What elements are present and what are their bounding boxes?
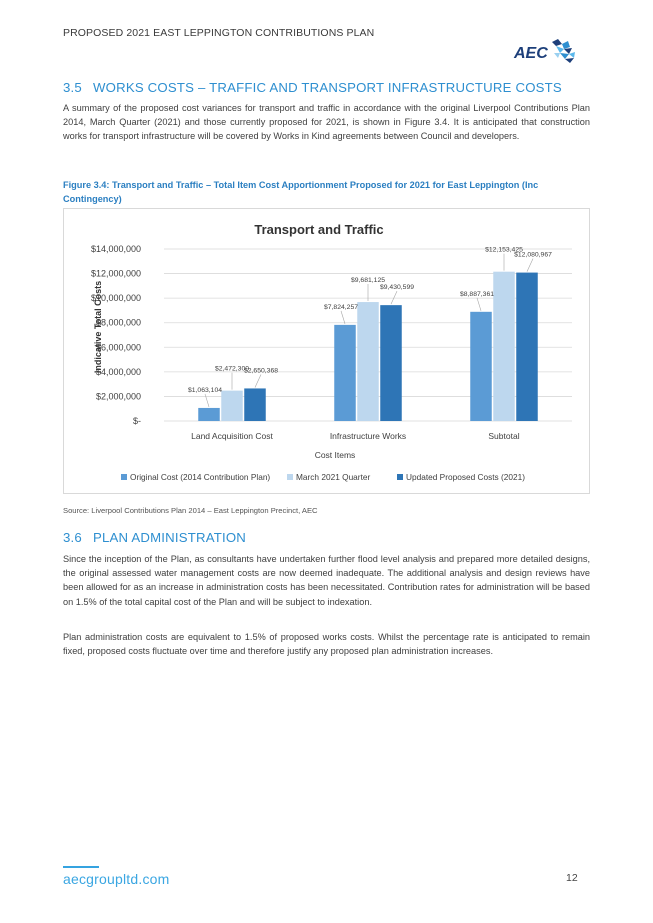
chart-container [63, 208, 590, 494]
bar [516, 273, 538, 421]
x-tick-label: Infrastructure Works [329, 431, 407, 441]
running-header-title: PROPOSED 2021 EAST LEPPINGTON CONTRIBUTIONS PLAN [63, 27, 375, 39]
data-label-leader [391, 291, 397, 304]
data-label-leader [477, 298, 481, 311]
section-3-5-heading [63, 80, 562, 95]
y-tick-label: $14,000,000 [90, 244, 141, 254]
footer-website-link[interactable]: aecgroupltd.com [63, 871, 170, 887]
section-3-6-number: 3.6 [63, 530, 82, 545]
data-label: $2,472,300 [214, 365, 250, 373]
data-label-leader [205, 394, 209, 407]
y-tick-label: $8,000,000 [95, 317, 141, 328]
bar [221, 391, 243, 421]
bar [244, 388, 266, 421]
bar [470, 312, 492, 421]
section-3-6-paragraph-1: Since the inception of the Plan, as consultants have undertaken further flood level analysis and prepared more detailed designs, the original assessed water management costs are now deemed inadequate. The additional analysis and design reviews have been allowed for as an increase in administration costs has been necessitated. Contribution rates for administration will be based on 1.5% of the total capital cost of the Plan and will be subject to indexation. [63, 554, 590, 607]
bar-chart [64, 209, 589, 493]
data-label: $1,063,104 [187, 386, 223, 394]
figure-source: Source: Liverpool Contributions Plan 2014 – East Leppington Precinct, AEC [63, 506, 318, 515]
chart-title: Transport and Traffic [254, 222, 384, 237]
y-tick-label: $12,000,000 [90, 268, 141, 279]
footer-accent-line [63, 866, 99, 868]
section-3-6-title: PLAN ADMINISTRATION [93, 530, 247, 545]
data-label: $8,887,361 [459, 290, 495, 298]
data-label-leader [255, 374, 261, 387]
y-tick-label: $10,000,000 [90, 293, 141, 304]
bar [357, 302, 379, 421]
data-label: $12,153,425 [485, 246, 523, 254]
data-label: $12,080,967 [514, 251, 552, 259]
legend-label: Original Cost (2014 Contribution Plan) [130, 472, 271, 482]
x-axis-label: Cost Items [314, 450, 356, 460]
y-axis-label: Indicative Total Costs [93, 280, 103, 374]
section-3-5-number: 3.5 [63, 80, 82, 95]
data-label: $9,681,125 [350, 277, 386, 285]
y-tick-label: $4,000,000 [95, 366, 141, 377]
bar [380, 305, 402, 421]
data-label-leader [341, 311, 345, 324]
bar [493, 272, 515, 421]
data-label: $7,824,257 [323, 303, 359, 311]
y-tick-label: $- [132, 416, 141, 426]
legend-swatch [397, 474, 403, 480]
section-3-6-heading [63, 530, 246, 545]
section-3-5-title: WORKS COSTS – TRAFFIC AND TRANSPORT INFRASTRUCTURE COSTS [93, 80, 562, 95]
x-tick-label: Land Acquisition Cost [191, 431, 273, 441]
x-tick-label: Subtotal [488, 431, 520, 441]
bar [198, 408, 220, 421]
data-label: $2,650,368 [243, 367, 279, 375]
y-tick-label: $2,000,000 [95, 391, 141, 402]
legend-label: Updated Proposed Costs (2021) [406, 472, 525, 482]
y-tick-label: $6,000,000 [95, 342, 141, 353]
legend-swatch [287, 474, 293, 480]
data-label-leader [527, 259, 533, 272]
legend-swatch [121, 474, 127, 480]
aec-logo [512, 38, 578, 64]
bar [334, 325, 356, 421]
data-label: $9,430,599 [379, 284, 415, 292]
section-3-6-paragraph-2: Plan administration costs are equivalent to 1.5% of proposed works costs. Whilst the percentage rate is anticipated to remain fixed, proposed costs fluctuate over time and therefore justify any proposed plan administration increases. [63, 632, 590, 657]
figure-caption: Figure 3.4: Transport and Traffic – Total Item Cost Apportionment Proposed for 2021 for East Leppington (Inc Contingency) [63, 180, 539, 204]
legend-label: March 2021 Quarter [296, 472, 371, 482]
section-3-5-paragraph: A summary of the proposed cost variances for transport and traffic in accordance with the original Liverpool Contributions Plan 2014, March Quarter (2021) and those currently proposed for 2021, is shown in Figure 3.4. It is anticipated that construction works for transport infrastructure will be covered by Works in Kind agreements between Council and developers. [63, 103, 590, 142]
aec-logo-text: AEC [514, 45, 548, 62]
page-number: 12 [566, 872, 578, 884]
